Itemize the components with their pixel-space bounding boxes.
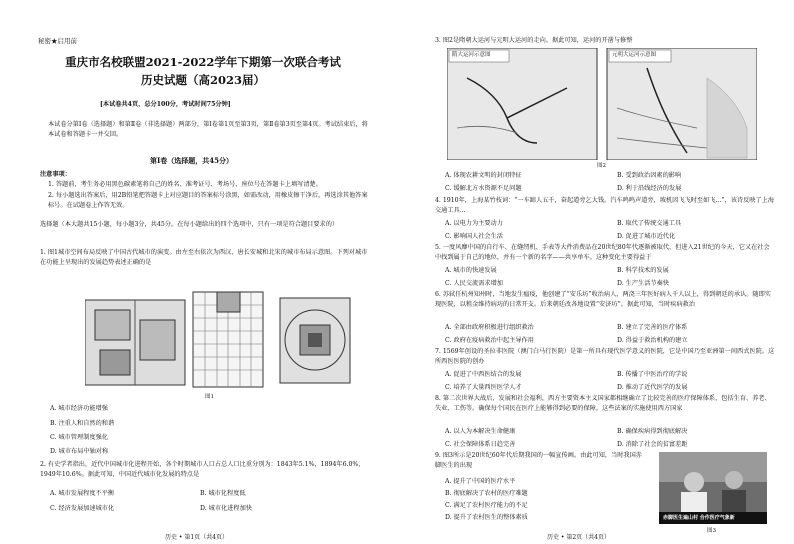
q2-option-b[interactable]: B. 城市化程度低	[200, 490, 246, 497]
q5-option-b[interactable]: B. 科学技术的发展	[617, 267, 669, 274]
q7-stem: 7. 1569年创设的圣拉非医院（澳门白马行医院）是第一所具有现代医学意义的医院，它是中国乃至亚洲第一间西式医院。这所西医医院的创办	[435, 348, 775, 365]
q6-option-b[interactable]: B. 建立了完善的医疗体系	[617, 324, 688, 331]
q8-option-d[interactable]: D. 消除了社会的贫富差距	[617, 441, 688, 448]
figure-1	[85, 290, 355, 390]
note-2: 2. 每小题选出答案后，用2B铅笔把答题卡上对应题目的答案标号涂黑，如需改动，用橡皮擦干净后，再选涂其他答案标号。在试题卷上作答无效。	[48, 192, 368, 209]
q1-option-b[interactable]: B. 注重人和自然的和谐	[50, 420, 115, 427]
q3-option-d[interactable]: D. 利于沿线经济的发展	[617, 185, 682, 192]
q3-stem: 3. 图2是隋朝大运河与元明大运河的走向。据此可知，运河的开凿与修整	[435, 37, 633, 44]
q2-option-a[interactable]: A. 城市发展程度不平衡	[50, 490, 115, 497]
canal-maps	[447, 48, 757, 160]
footer-right: 历史 • 第2页（共4页）	[547, 534, 610, 541]
exam-title: 重庆市名校联盟2021-2022学年下期第一次联合考试	[65, 55, 341, 69]
secret-label: 秘密★启用前	[38, 37, 77, 45]
q4-option-b[interactable]: B. 取代了传统交通工具	[617, 220, 682, 227]
q4-stem: 4. 1910年，上海某竹枝词：“一车蹄人五千，奋起道旁乞大钱。汽车鸣鸣声道旁，坡机因飞飞时至如飞...”，该诗反映了上海交通工具...	[435, 197, 775, 214]
q8-option-c[interactable]: C. 社会保障体系日趋完善	[445, 441, 516, 448]
poster-caption: 赤脚医生遍山村 合作医疗气象新	[663, 515, 735, 521]
q9-option-b[interactable]: B. 彻底解决了农村的医疗难题	[445, 490, 528, 497]
q4-option-a[interactable]: A. 以电力为主要动力	[445, 220, 503, 227]
q1-option-c[interactable]: C. 城市管理制度强化	[50, 434, 108, 441]
figure-3-label: 图3	[707, 528, 716, 534]
q8-stem: 8. 第二次世界大战后，发展和社会福利，西方主要资本主义国家都相继确立了比较完善的医疗保障体系，包括生育、养老、失业、工伤等。确保每个国民在医疗上能够得到必要的保障。这些法案的实施使用西方国家	[435, 395, 771, 412]
q4-option-c[interactable]: C. 影响国人社会生活	[445, 233, 503, 240]
q7-option-b[interactable]: B. 传播了中医治疗的学说	[617, 371, 688, 378]
q2-option-c[interactable]: C. 经济发展加速城市化	[50, 505, 115, 512]
q4-option-d[interactable]: D. 促进了城市近代化	[617, 233, 676, 240]
section-heading: 第Ⅰ卷（选择题，共45分）	[150, 156, 234, 165]
q9-option-d[interactable]: D. 提升了农村医生的整体素质	[445, 514, 528, 521]
notes-label: 注意事项：	[40, 171, 71, 178]
q9-option-c[interactable]: C. 满足了农村医疗能力的不足	[445, 502, 528, 509]
q1-option-d[interactable]: D. 城市布局中轴对称	[50, 448, 109, 455]
q5-option-d[interactable]: D. 生产生活节奏快	[617, 280, 669, 287]
q5-option-c[interactable]: C. 人民交流需求增加	[445, 280, 503, 287]
figure-2	[447, 48, 757, 160]
q2-stem: 2. 有史学者指出，近代中国城市化进程开始，各个时期城市人口占总人口比重分别为：1843年5.1%，1894年6.0%，1949年10.6%。据此可知，中国近代城市化发展的特点是	[40, 461, 365, 478]
q1-option-a[interactable]: A. 城市经济功能增强	[50, 405, 108, 412]
q3-option-c[interactable]: C. 缓解北方水资源不足问题	[445, 185, 522, 192]
q3-option-a[interactable]: A. 体现农耕文明的封闭特征	[445, 172, 522, 179]
map-right-title: 元明大运河示意图	[612, 52, 657, 58]
exam-info: [本试卷共4页，总分100分，考试时间75分钟]	[100, 101, 231, 108]
q6-option-d[interactable]: D. 得益于救治机构的建立	[617, 337, 688, 344]
q1-stem: 1. 图1城市空间布局反映了中国古代城市的演变。由左至右依次为西汉、唐长安城和北宋的城市布局示意图。下列对城市在功能上呈现出的发展趋势表述正确的是	[40, 249, 368, 266]
q3-option-b[interactable]: B. 受到政治因素的影响	[617, 172, 682, 179]
q6-option-a[interactable]: A. 全部由政府积极进行组织救治	[445, 324, 534, 331]
page-right	[397, 0, 794, 544]
exam-subtitle: 历史试题（高2023届）	[140, 73, 265, 87]
q5-stem: 5. 一度风靡中国的自行车、在缝纫机、手表等大件消费品在20世纪80年代逐渐被取代，但进入21世纪的今天，它又在社会中找到属于自己的地位，并有一个新的名字——共享单车。这种变化主要得益于	[435, 244, 770, 261]
figure-3-poster	[659, 452, 767, 524]
figure-1-label: 图1	[205, 394, 214, 400]
q7-option-c[interactable]: C. 培养了大量西医医学人才	[445, 384, 522, 391]
q7-option-d[interactable]: D. 推动了近代医学的发展	[617, 384, 688, 391]
city-maps-figure	[85, 290, 355, 390]
footer-left: 历史 • 第1页（共4页）	[165, 534, 228, 541]
instructions: 选择题（本大题共15小题，每小题3分，共45分。在每小题给出的四个选项中，只有一项是符合题目要求的）	[40, 221, 339, 228]
q7-option-a[interactable]: A. 促进了中西医结合的发展	[445, 371, 522, 378]
intro-text: 本试卷分第Ⅰ卷（选择题）和第Ⅱ卷（非选择题）两部分，第Ⅰ卷第1页至第3页，第Ⅱ卷第3页至第4页。考试结束后，将本试卷和答题卡一并交回。	[48, 121, 368, 138]
figure-2-label: 图2	[597, 163, 606, 169]
q8-option-a[interactable]: A. 以人为本解决生命健康	[445, 428, 516, 435]
q9-option-a[interactable]: A. 提升了中国的医疗水平	[445, 478, 516, 485]
q5-option-a[interactable]: A. 城市的快速发展	[445, 267, 497, 274]
note-1: 1. 答题前，考生务必用黑色碳素笔将自己的姓名、准考证号、考场号、座位号在答题卡上填写清楚。	[48, 181, 322, 188]
q9-stem: 9. 图3所示是20世纪60年代后期我国的一幅宣传画。由此可知，当时我国赤脚医生的出现	[435, 452, 642, 469]
q8-option-b[interactable]: B. 确保疾病得到彻底解决	[617, 428, 688, 435]
q6-stem: 6. 苏轼任杭州知州时，当地发生瘟疫，他创建了“安乐坊”收治病人，两浇三年医好病人千人以上，得到朝廷的承认。随即实现医院，以租金维持病坊的日常开支。后来朝廷改各地设置“安济坊”。据此可知，当时疾病救治	[435, 291, 771, 308]
q6-option-c[interactable]: C. 政府在疫病救治中起主导作用	[445, 337, 534, 344]
q2-option-d[interactable]: D. 城市化进程加快	[200, 505, 252, 512]
map-left-title: 隋大运河示意图	[452, 52, 491, 58]
